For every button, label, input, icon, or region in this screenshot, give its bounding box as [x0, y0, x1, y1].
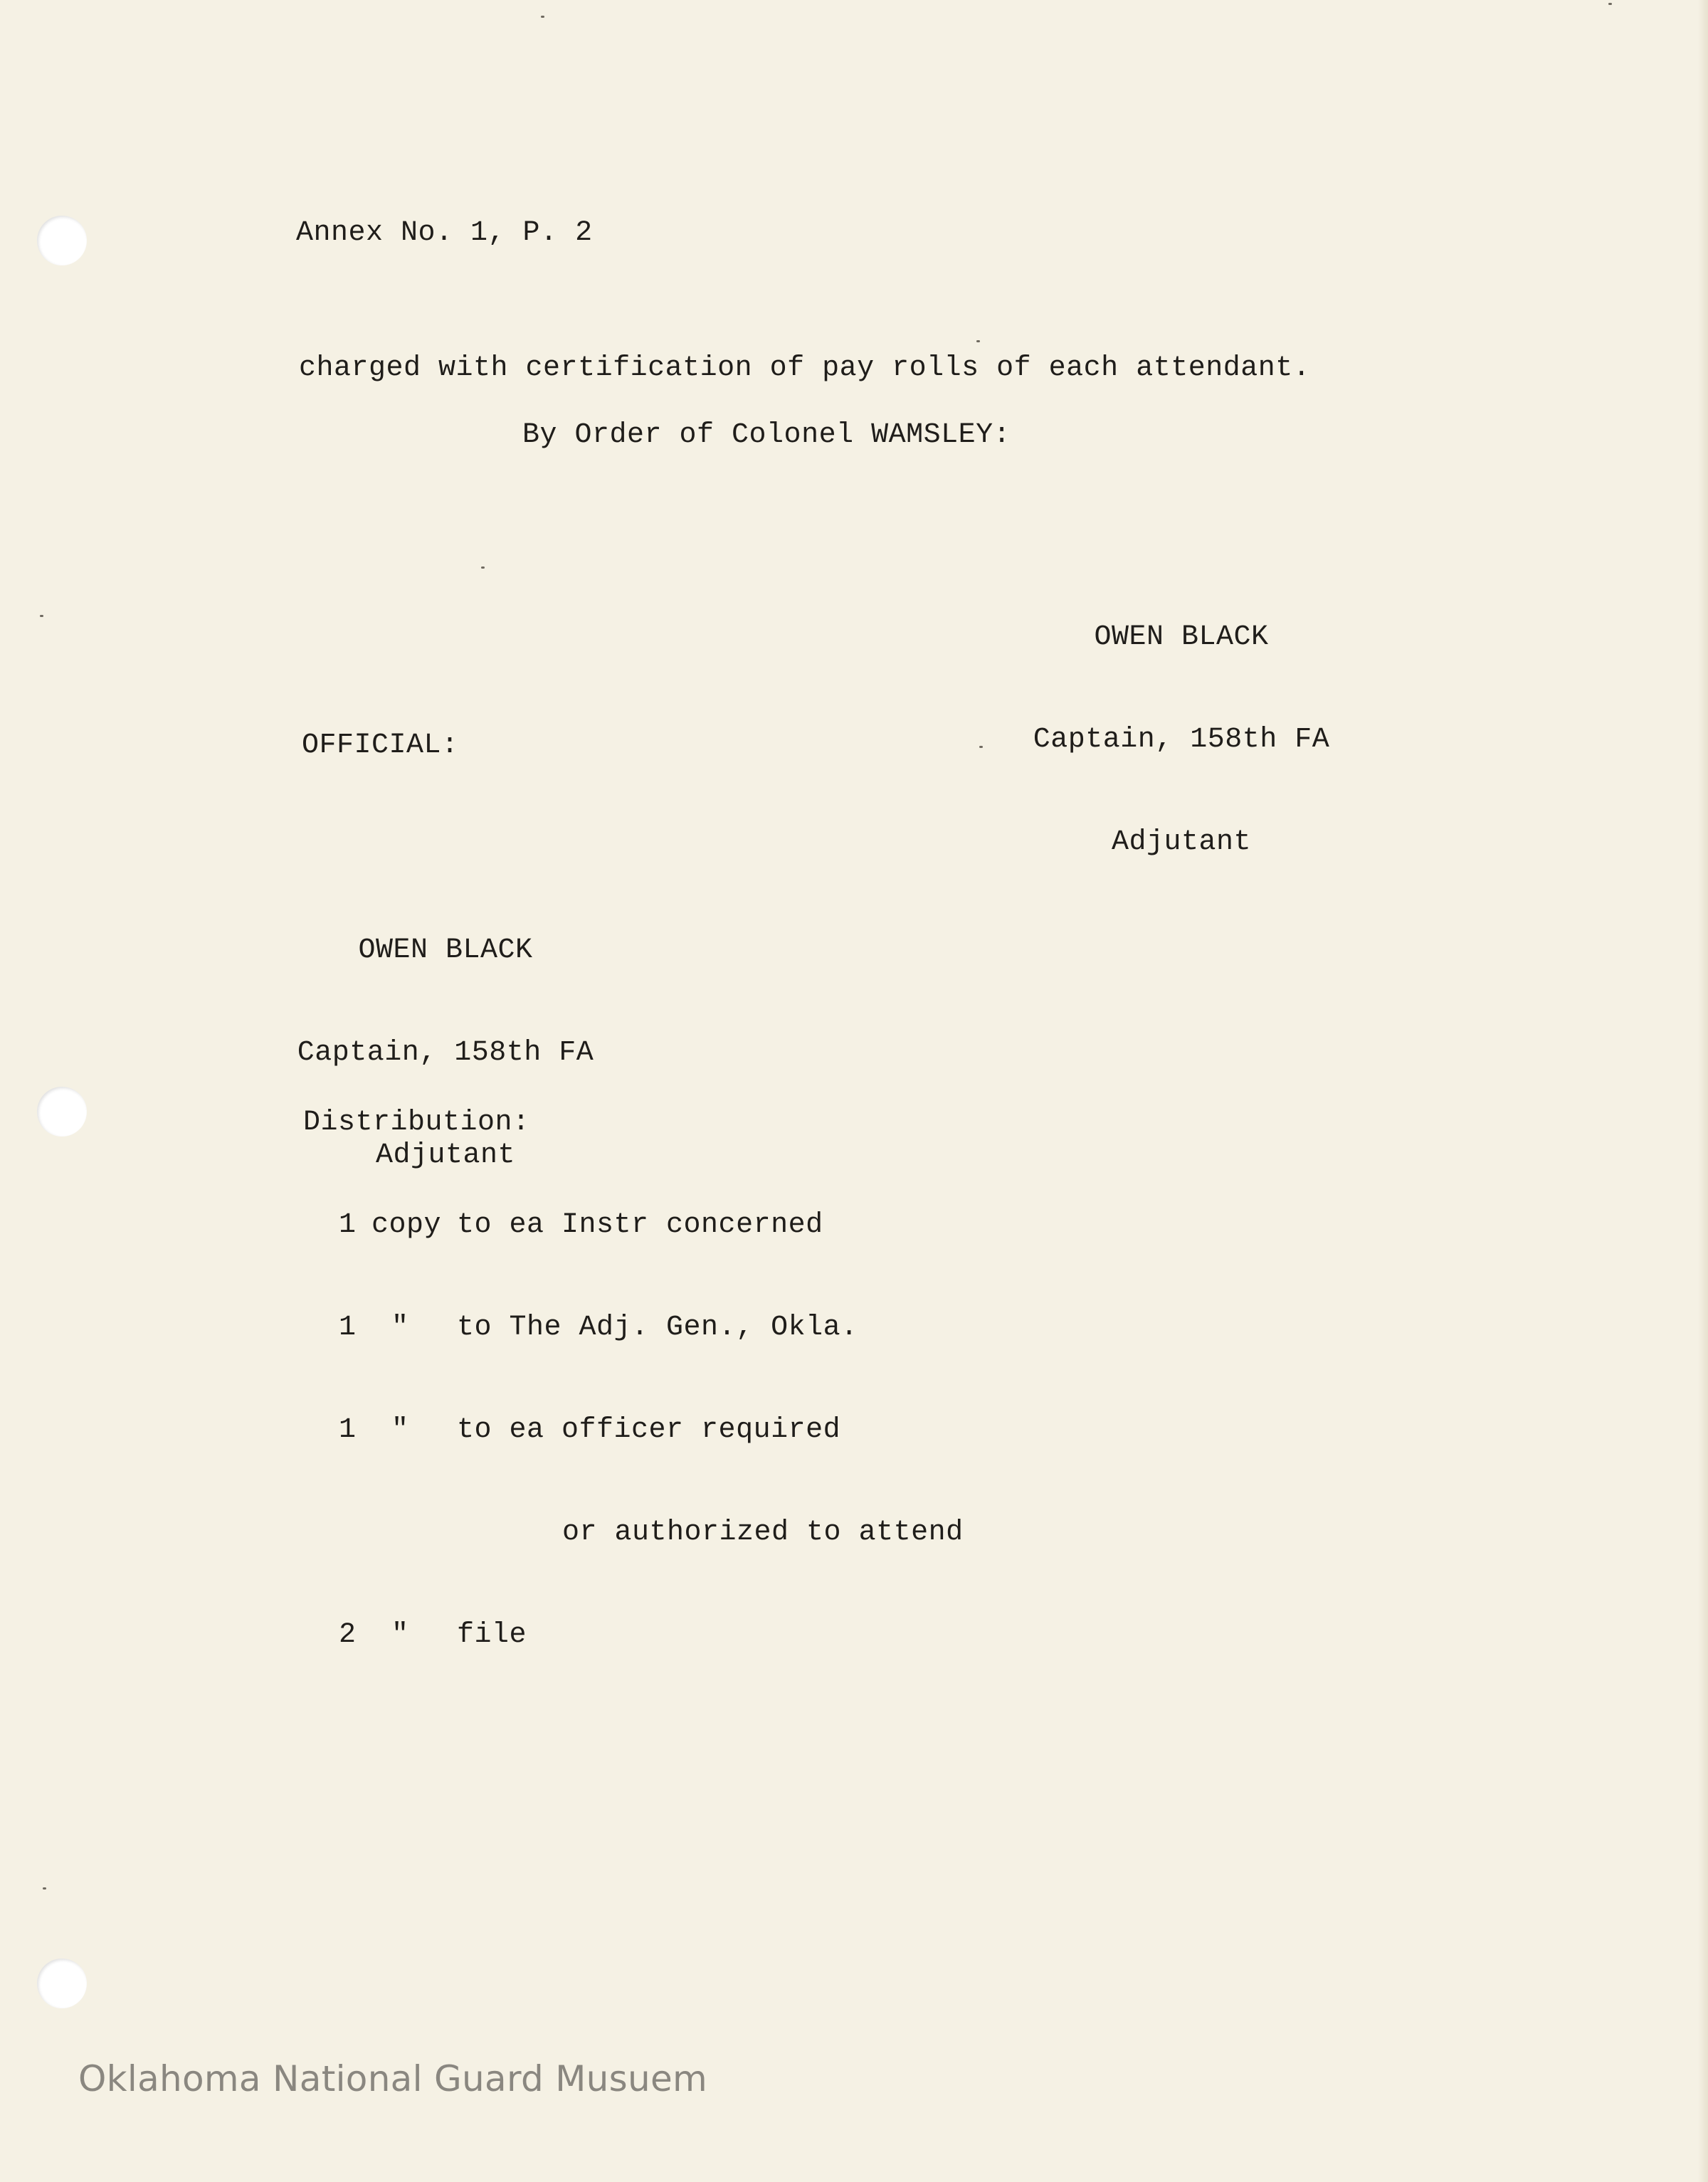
- signature-title: Adjutant: [375, 1139, 516, 1171]
- distribution-text: to ea Instr concerned: [457, 1209, 823, 1241]
- signature-title: Adjutant: [1111, 826, 1252, 858]
- paper-speck: [976, 340, 980, 342]
- distribution-list: [303, 1038, 1086, 1721]
- annex-header: Annex No. 1, P. 2: [296, 217, 593, 249]
- distribution-row: [303, 1618, 1086, 1653]
- order-line: By Order of Colonel WAMSLEY:: [522, 419, 1011, 451]
- distribution-unit: copy: [371, 1209, 442, 1241]
- paper-edge: [1698, 0, 1708, 2182]
- binder-hole-bottom: [37, 1959, 87, 2008]
- signature-name: OWEN BLACK: [1094, 621, 1269, 653]
- distribution-qty: 2: [339, 1619, 357, 1651]
- distribution-text: to ea officer required: [457, 1414, 841, 1446]
- distribution-text: or authorized to attend: [562, 1517, 964, 1549]
- paper-speck: [43, 1887, 46, 1890]
- binder-hole-middle: [37, 1087, 87, 1137]
- distribution-row: [303, 1516, 1086, 1550]
- official-label: OFFICIAL:: [302, 729, 459, 761]
- signature-block-top: [1025, 552, 1338, 928]
- paper-speck: [979, 746, 983, 748]
- paper-speck: [1608, 3, 1612, 5]
- distribution-qty: 1: [339, 1312, 357, 1344]
- distribution-label: Distribution:: [303, 1107, 530, 1139]
- distribution-qty: 1: [339, 1414, 357, 1446]
- paper-speck: [541, 16, 544, 18]
- body-line: charged with certification of pay rolls of each attendant.: [299, 352, 1311, 384]
- distribution-unit: ": [391, 1619, 409, 1651]
- museum-watermark: Oklahoma National Guard Musuem: [78, 2058, 708, 2099]
- signature-rank: Captain, 158th FA: [1033, 724, 1330, 756]
- paper-speck: [481, 566, 485, 569]
- distribution-unit: ": [391, 1312, 409, 1344]
- paper-speck: [40, 615, 43, 617]
- distribution-qty: 1: [339, 1209, 357, 1241]
- binder-hole-top: [37, 216, 87, 265]
- distribution-text: to The Adj. Gen., Okla.: [457, 1312, 858, 1344]
- distribution-row: [303, 1311, 1086, 1345]
- distribution-row: [303, 1413, 1086, 1448]
- signature-name: OWEN BLACK: [358, 934, 533, 966]
- distribution-row: [303, 1208, 1086, 1243]
- distribution-text: file: [457, 1619, 527, 1651]
- distribution-unit: ": [391, 1414, 409, 1446]
- signature-rank: Captain, 158th FA: [297, 1037, 594, 1069]
